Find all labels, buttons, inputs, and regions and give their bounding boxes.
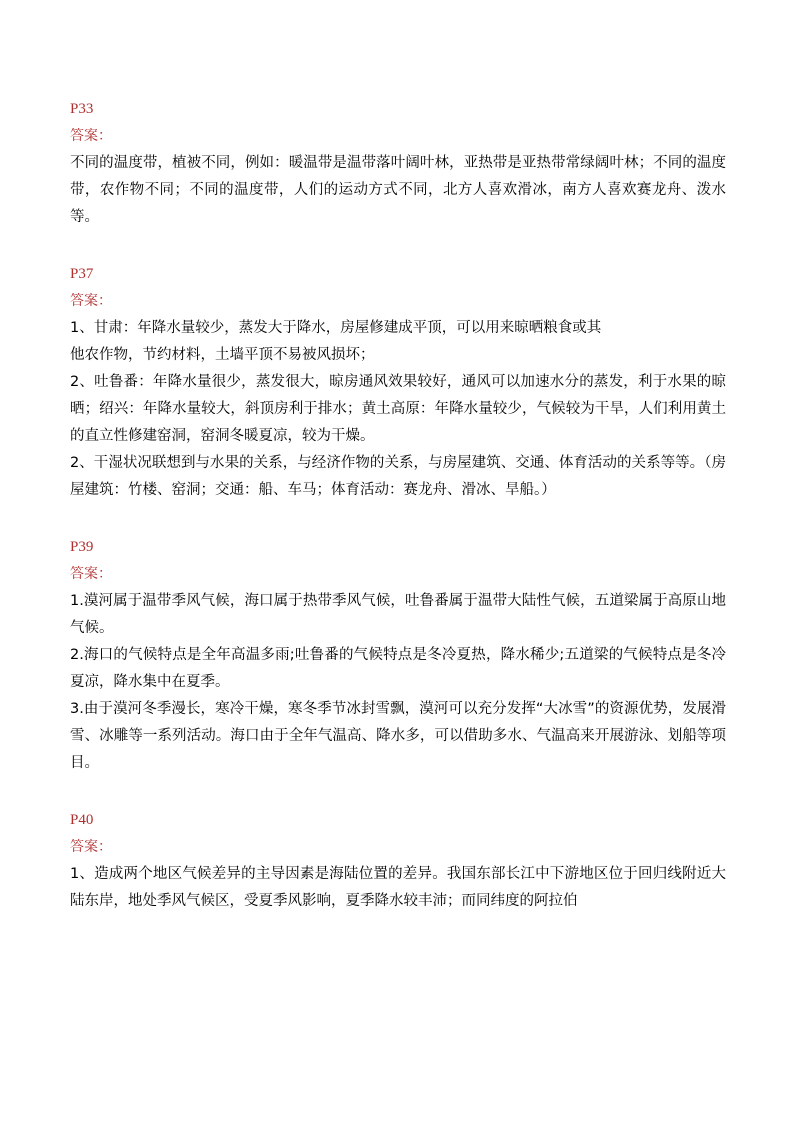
answer-label: 答案： bbox=[70, 293, 112, 309]
answer-paragraph: 3.由于漠河冬季漫长，寒冷干燥，寒冬季节冰封雪飘，漠河可以充分发挥“大冰雪”的资源优势，发展滑雪、冰雕等一系列活动。海口由于全年气温高、降水多，可以借助多水、气温高来开展游泳、划船等项目。 bbox=[70, 701, 726, 771]
answer-label: 答案： bbox=[70, 839, 112, 855]
page-number-label: P40 bbox=[70, 812, 94, 828]
answer-label: 答案： bbox=[70, 566, 112, 582]
page-number-label: P33 bbox=[70, 101, 94, 117]
answer-paragraph: 他农作物，节约材料，土墙平顶不易被风损坏； bbox=[70, 347, 375, 363]
answer-paragraph: 2、吐鲁番：年降水量很少，蒸发很大，晾房通风效果较好，通风可以加速水分的蒸发，利于水果的晾晒；绍兴：年降水量较大，斜顶房利于排水；黄土高原：年降水量较少，气候较为干旱，人们利用黄土的直立性修建窑洞，窑洞冬暖夏凉，较为干燥。 bbox=[70, 374, 726, 444]
page-number-label: P37 bbox=[70, 266, 94, 282]
page-number-label: P39 bbox=[70, 539, 94, 555]
answer-label: 答案： bbox=[70, 128, 112, 144]
section-p33 bbox=[70, 96, 726, 231]
document-page bbox=[70, 96, 726, 945]
answer-paragraph: 1.漠河属于温带季风气候，海口属于热带季风气候，吐鲁番属于温带大陆性气候，五道梁属于高原山地气候。 bbox=[70, 593, 726, 636]
answer-paragraph: 2.海口的气候特点是全年高温多雨;吐鲁番的气候特点是冬冷夏热，降水稀少;五道梁的气候特点是冬冷夏凉，降水集中在夏季。 bbox=[70, 647, 726, 690]
section-p39 bbox=[70, 534, 726, 777]
answer-paragraph: 不同的温度带，植被不同，例如：暖温带是温带落叶阔叶林，亚热带是亚热带常绿阔叶林；不同的温度带，农作物不同；不同的温度带，人们的运动方式不同，北方人喜欢滑冰，南方人喜欢赛龙舟、泼水等。 bbox=[70, 155, 726, 225]
answer-paragraph: 1、甘肃：年降水量较少，蒸发大于降水，房屋修建成平顶，可以用来晾晒粮食或其 bbox=[70, 320, 602, 336]
answer-paragraph: 2、干湿状况联想到与水果的关系，与经济作物的关系，与房屋建筑、交通、体育活动的关系等等。（房屋建筑：竹楼、窑洞；交通：船、车马；体育活动：赛龙舟、滑冰、旱船。） bbox=[70, 455, 726, 498]
section-p37 bbox=[70, 261, 726, 504]
section-p40 bbox=[70, 807, 726, 915]
answer-paragraph: 1、造成两个地区气候差异的主导因素是海陆位置的差异。我国东部长江中下游地区位于回归线附近大陆东岸，地处季风气候区，受夏季风影响，夏季降水较丰沛；而同纬度的阿拉伯 bbox=[70, 866, 726, 909]
